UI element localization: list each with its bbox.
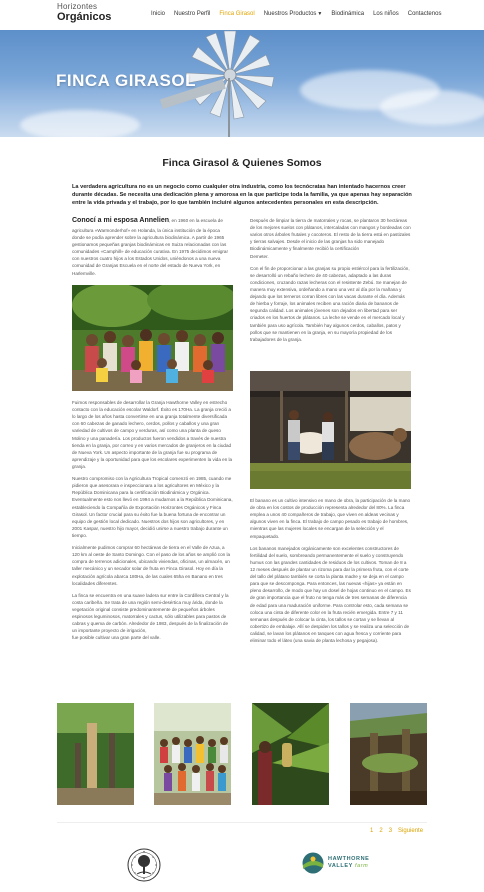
intro-paragraph: La verdadera agricultura no es un negocio como cualquier otra industria, como los tecnócratas han intentado hacernos creer durante décadas. Se necesita una dedicación plena y amorosa en la que participe toda la familia, ya que apenas hay separación entre la vida privada y el trabajo, por lo que también incluiré algunos antecedentes personales en esta descripción. [72,184,412,207]
left-paragraph-6: fue posible cultivar una gran parte del valle. [72,635,161,641]
divider [57,822,427,823]
right-column-top [250,217,411,348]
nav-item-biodinamica[interactable]: Biodinámica [331,11,365,17]
page-link-3[interactable]: 3 [388,828,393,834]
nav-item-finca-girasol[interactable]: Finca Girasol [219,11,255,17]
left-paragraph-2: Fuimos responsables de desarrollar la Granja Hawthorne Valley en estrecho contacto con la educación escolar Waldorf. Éxito es 170Ha. La granja creció a lo largo de los años hasta convertirse en una granja totalmente diversificada con 60 cabezas de ganado lechero, cerdos, pollos y caballos y una gran variedad de cultivos de campo y verduras, así como una planta de queso Molino y una panadería. Los productos fueron vendidos a través de nuestra tienda en la granja, por correo y en varios mercados de granjeros en la ciudad de Nueva York. Un aspecto importante de la granja fue su programa de aprendizaje y la oportunidad para que los escolares experimenten la vida en la granja. [72,400,233,469]
nav-item-inicio[interactable]: Inicio [151,11,166,17]
lead-text: Conocí a mi esposa Annelien [72,217,169,224]
left-column-bottom [72,399,233,647]
cloud-shape [380,90,484,125]
left-paragraph-1 [72,216,232,277]
nav-item-nuestros-productos[interactable] [264,11,323,17]
cloud-shape [20,110,140,137]
left-paragraph-5: La finca se encuentra en una suave ladera sur entre la Cordillera Central y la costa caribeña. Se trata de una región semi-desértica muy árida, donde la vegetación original consiste predominantemente de pequeños árboles espinosos leguminosos, matorrales y cactus, sólo utilizables para pastos de cabras y quema de carbón. Alrededor de 1983, después de la finalización de un importante proyecto de irrigación, [72,592,229,634]
nav-item-nuestro-perfil[interactable]: Nuestro Perfil [174,11,211,17]
pagination [370,828,423,834]
left-paragraph-4: Inicialmente pudimos comprar 60 hectáreas de tierra en el Valle de Azua, a 120 km al oeste de Santo Domingo. Con el paso de los años se amplió con la compra de terrenos adicionales, ubicando viviendas, oficinas, un almacén, un taller mecánico y un secador solar de fruta en Finca Girasol. Hoy en día la explotación agrícola abarca 180Ha, de las cuales 65ha en Banano en tres localidades diferentes. [72,545,231,586]
nav-item-contactenos[interactable]: Contactenos [407,11,442,17]
right-column-bottom [250,497,411,649]
logo-line-bottom: Orgánicos [57,11,112,23]
right-paragraph-4: Los bananos manejados orgánicamente son excelentes constructores de fertilidad del suelo, sombreando permanentemente el suelo y construyendo humus con las grandes cantidades de residuos de los cultivos. Toman de 8 a 12 meses después de plantar un rizoma para dar la primera fruta, con el corte del tallo del plátano también se corta la planta madre y se deja en el campo para que se descomponga. Para entonces, las nuevas «hijas» ya están en pleno desarrollo, de modo que hay un dosel de hojas continuo en el campo. Es de gran importancia que el fruto no tenga más de tres semanas de diferencia de edad para una maduración uniforme. Para controlar esto, cada semana se coloca una cinta de diferente color en la fruta recién emergida. Entre 7 y 11 semanas después de colocar la cinta, los tallos se cortan y se llevan al cobertizo de embalaje. Allí se despiden los tallos y se realiza una selección de calidad, se lavan los plátanos en tanques con agua fresca y corriente para eliminar todo el látex (una savia de planta lechosa y pegajosa). [250,545,411,644]
hv-farm: farm [354,863,369,869]
gallery-photo-2[interactable] [154,703,231,805]
hv-line-2: VALLEY [328,863,353,869]
hero-banner [0,30,484,137]
gallery-photo-3[interactable] [252,703,329,805]
main-nav [151,11,441,17]
hv-line-1: HAWTHORNE [328,856,370,863]
page-link-1[interactable]: 1 [370,828,374,834]
chevron-down-icon: ▼ [317,11,323,17]
right-paragraph-1b: Demeter. [250,253,269,259]
site-logo[interactable] [57,3,111,23]
section-title: Finca Girasol & Quienes Somos [162,157,322,169]
cattle-barn-photo [250,371,411,489]
page-link-2[interactable]: 2 [379,828,383,834]
site-header [0,0,484,30]
gallery-photo-1[interactable] [57,703,134,805]
left-column-top [72,216,232,282]
right-paragraph-3: El banano es un cultivo intensivo en mano de obra, la participación de la mano de obra en los costos de producción representa alrededor del 80%. La finca emplea a unos 40 compañeros de trabajo, que viven en aldeas vecinas y algunos viven en la finca. El trabajo de campo pesado es trabajo de hombres, mientras que las mujeres locales se encargan de la selección y el empaquetado. [250,498,411,539]
hero-title: FINCA GIRASOL [56,71,196,90]
next-page-link[interactable]: Siguiente [398,828,424,834]
logo-line-top: Horizontes [57,2,98,11]
nav-item-nuestros-productos-label: Nuestros Productos [263,11,317,17]
children-group-photo [72,285,233,391]
left-paragraph-1-text: , en 1960 en la escuela de agricultura «Warmonderhof» en Holanda, la única institución de la época donde se podía aprender sobre la agricultura biodinámica. A partir de 1965 gestionamos pequeñas granjas biodinámicas en Suiza relacionadas con las comunidades «Camphill» de educación curativa. En 1975 decidimos emigrar con nuestros cuatro hijos a los Estados Unidos, uniéndonos a una nueva comunidad de Granjas Escuela en el norte del estado de Nueva York, en Harlemville. [72,218,229,276]
gallery-photo-4[interactable] [350,703,427,805]
left-paragraph-3: Nuestro compromiso con la Agricultura Tropical comenzó en 1985, cuando me pidieron que asesorara e inspeccionara a los agricultores en México y la República Dominicana para la certificación Biodinámica y Orgánica. Eventualmente esto nos llevó en 1994 a mudarnos a la República Dominicana, estableciendo la Compañía de Exportación Horizontes Orgánicos y Finca Girasol. Un factor crucial para su éxito fue la buena fortuna de encontrar un equipo de gestión local dedicado. Nuestros dos hijos son agricultores, y en 2001 Kaspar, nuestro hijo mayor, decidió unirse a nuestro trabajo durante un tiempo. [72,476,233,538]
right-paragraph-2: Con el fin de proporcionar a las granjas su propio estiércol para la fertilización, se desarrolló un rebaño lechero de 40 cabezas, adaptado a las duras condiciones, cruzando razas lecheras con el resistente Zebú. Se manejan de manera muy extensiva, ordeñando a mano una vez al día por la mañana y dejando que los terneros corran libres con las vacas durante el día. Además de hierba y forraje, los animales reciben una ración diaria de bananos de segunda calidad. Los animales jóvenes son dejados en libertad para ser criados en los huertos de plátanos. La leche se vende en el mercado local y también para uso agrícola. También hay algunos cerdos, caballos, patos y pollos que se mantienen en la granja, en su mayoría propiedad de los trabajadores de la granja. [250,265,410,342]
hawthorne-valley-logo[interactable] [302,852,369,874]
nav-item-los-ninos[interactable]: Los niños [373,11,399,17]
hawthorne-valley-logo-icon [302,852,324,874]
tree-emblem-icon[interactable] [127,848,161,882]
hawthorne-valley-wordmark [328,856,369,869]
right-paragraph-1: Después de limpiar la tierra de matorrales y rocas, se plantaron 30 hectáreas de los mejores suelos con plátanos, intercaladas con mangos y bordeadas con varios otros árboles frutales y cocoteros. El resto de la tierra está en pastizales y tierras salvajes. Desde el inicio de las granjas ha sido manejado Biodinámicamente y finalmente recibió la certificación [250,218,411,252]
